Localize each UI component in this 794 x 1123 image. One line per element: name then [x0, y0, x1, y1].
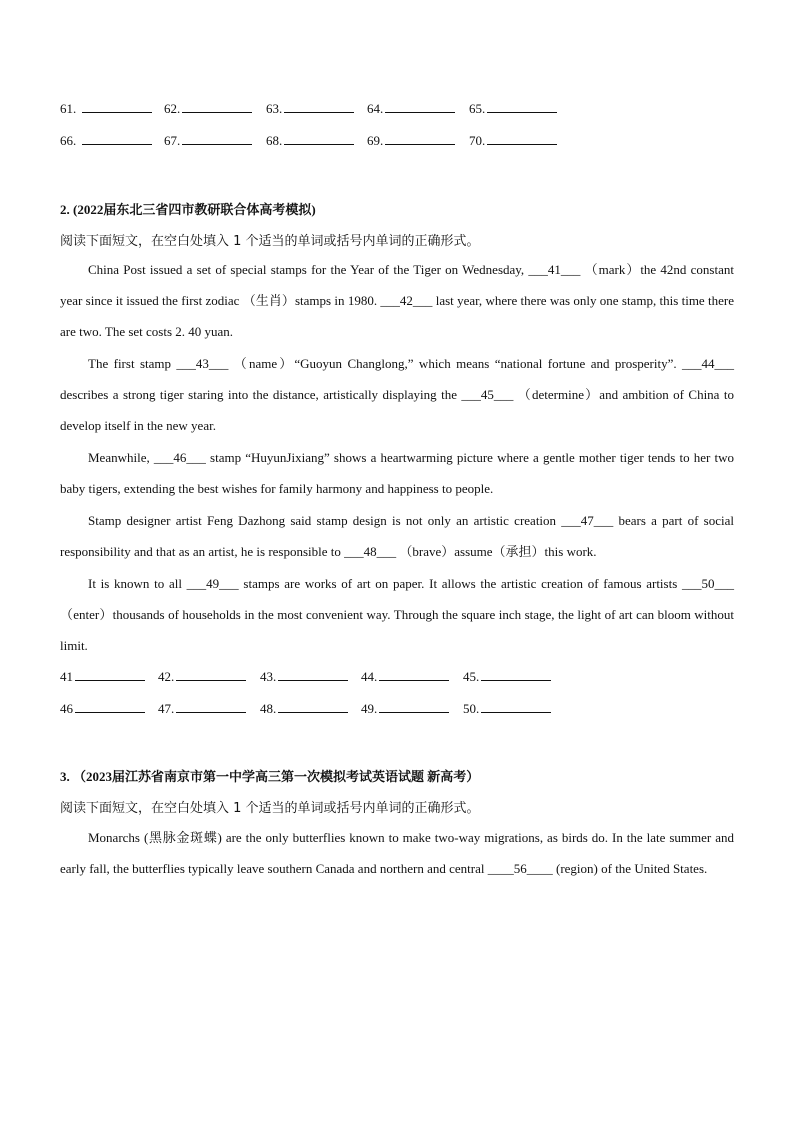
answer-blank-61[interactable]: 61.	[60, 100, 164, 117]
answer-blank-67[interactable]: 67.	[164, 132, 266, 149]
section-2-heading: 2. (2022届东北三省四市教研联合体高考模拟)	[60, 202, 316, 217]
answer-blank-42[interactable]: 42.	[158, 668, 260, 685]
section-2-paragraph-1: China Post issued a set of special stamps for the Year of the Tiger on Wednesday, ___41___ （mark）the 42nd constant year since it issued the first zodiac （生肖）stamps in 1980. ___42___ last year, where there was only one stamp, this time there are two. The set costs 2. 40 yuan.	[60, 262, 734, 339]
answer-blank-66[interactable]: 66.	[60, 132, 164, 149]
section-3-heading: 3. （2023届江苏省南京市第一中学高三第一次模拟考试英语试题 新高考）	[60, 769, 480, 784]
answer-blank-62[interactable]: 62.	[164, 100, 266, 117]
answer-blank-44[interactable]: 44.	[361, 668, 463, 685]
answer-blank-47[interactable]: 47.	[158, 700, 260, 717]
section-3-instruction: 阅读下面短文，在空白处填入 1 个适当的单词或括号内单词的正确形式。	[60, 801, 480, 816]
answer-blank-50[interactable]: 50.	[463, 700, 565, 717]
answer-blank-48[interactable]: 48.	[260, 700, 361, 717]
answer-blank-64[interactable]: 64.	[367, 100, 469, 117]
section-3-paragraph-1: Monarchs (黑脉金斑蝶) are the only butterflies known to make two-way migrations, as birds do. In the late summer and early fall, the butterflies typically leave southern Canada and northern and central ____56____ (region) of the United States.	[60, 830, 734, 876]
answer-blank-41[interactable]: 41	[60, 668, 158, 685]
answer-blank-68[interactable]: 68.	[266, 132, 367, 149]
section-2-paragraph-4: Stamp designer artist Feng Dazhong said stamp design is not only an artistic creation ___47___ bears a part of social responsibility and that as an artist, he is responsible to ___48___ （brave）assume（承担）this work.	[60, 513, 734, 559]
section-2-paragraph-3: Meanwhile, ___46___ stamp “HuyunJixiang” shows a heartwarming picture where a gentle mother tiger tends to her two baby tigers, extending the best wishes for family harmony and happiness to people.	[60, 450, 734, 496]
answer-blank-69[interactable]: 69.	[367, 132, 469, 149]
section-2-paragraph-2: The first stamp ___43___ （name）“Guoyun Changlong,” which means “national fortune and prosperity”. ___44___ describes a strong tiger staring into the distance, artistically displaying the ___45___ （determine）and ambition of China to develop itself in the new year.	[60, 356, 734, 433]
answer-blank-45[interactable]: 45.	[463, 668, 565, 685]
answer-blank-46[interactable]: 46	[60, 700, 158, 717]
answer-blank-49[interactable]: 49.	[361, 700, 463, 717]
answer-row-46-50	[60, 700, 565, 720]
answer-blank-65[interactable]: 65.	[469, 100, 571, 117]
answer-row-41-45	[60, 668, 565, 688]
section-2-instruction: 阅读下面短文，在空白处填入 1 个适当的单词或括号内单词的正确形式。	[60, 234, 480, 249]
section-2-paragraph-5: It is known to all ___49___ stamps are works of art on paper. It allows the artistic creation of famous artists ___50___ （enter）thousands of households in the most convenient way. Through the square inch stage, the light of art can bloom without limit.	[60, 576, 734, 653]
answer-row-61-65	[60, 100, 571, 120]
answer-blank-43[interactable]: 43.	[260, 668, 361, 685]
answer-row-66-70	[60, 132, 571, 152]
answer-blank-63[interactable]: 63.	[266, 100, 367, 117]
answer-blank-70[interactable]: 70.	[469, 132, 571, 149]
